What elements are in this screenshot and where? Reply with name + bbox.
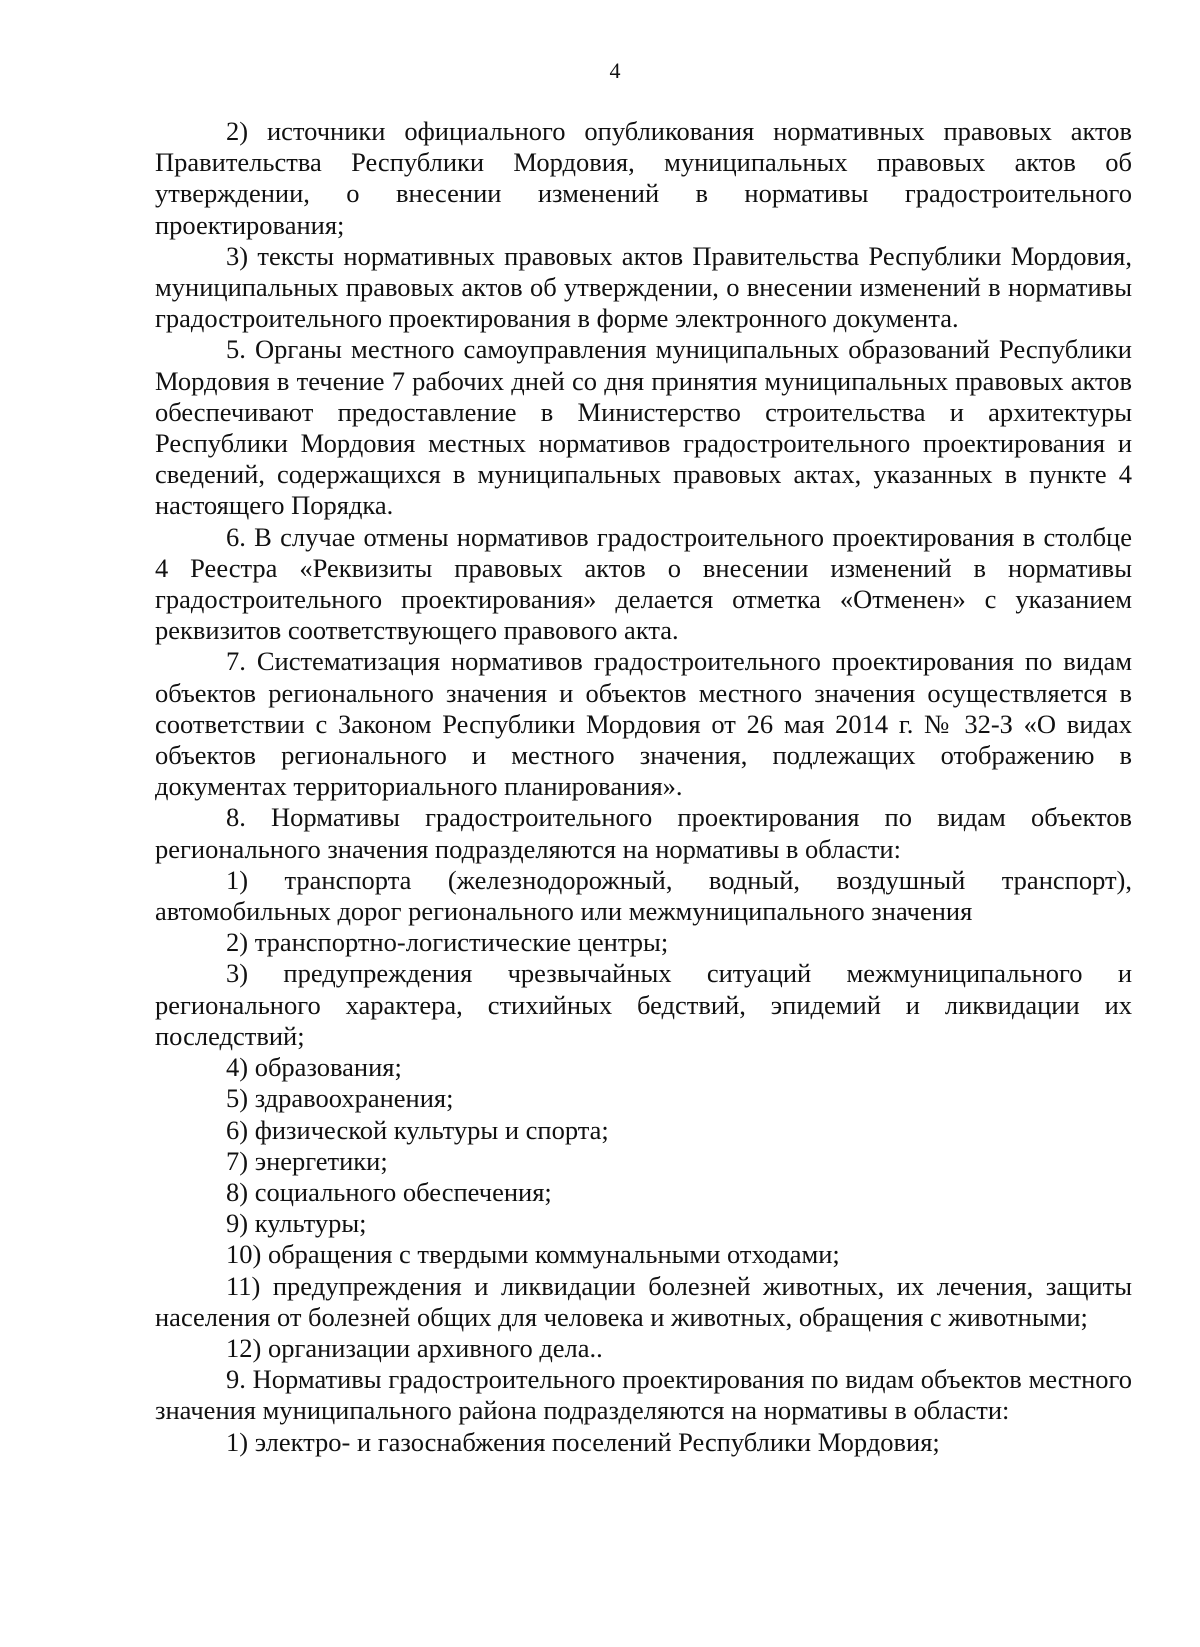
document-body	[155, 116, 1132, 1458]
paragraph-sources-publication: 2) источники официального опубликования нормативных правовых актов Правительства Республики Мордовия, муниципальных правовых актов об утверждении, о внесении изменений в нормативы градостроительного проектирования;	[155, 116, 1132, 240]
paragraph-texts-electronic: 3) тексты нормативных правовых актов Правительства Республики Мордовия, муниципальных правовых актов об утверждении, о внесении изменений в нормативы градостроительного проектирования в форме электронного документа.	[155, 240, 1132, 334]
list-item-logistics: 2) транспортно-логистические центры;	[226, 927, 669, 958]
paragraph-item-7: 7. Систематизация нормативов градостроительного проектирования по видам объектов регионального значения и объектов местного значения осуществляется в соответствии с Законом Республики Мордовия от 26 мая 2014 г. № 32-З «О видах объектов регионального и местного значения, подлежащих отображению в документах территориального планирования».	[155, 646, 1132, 802]
list-item-culture: 9) культуры;	[226, 1208, 367, 1239]
list-item-electricity-gas: 1) электро- и газоснабжения поселений Республики Мордовия;	[226, 1426, 940, 1457]
list-item-social: 8) социального обеспечения;	[226, 1176, 552, 1207]
paragraph-item-9: 9. Нормативы градостроительного проектирования по видам объектов местного значения муниципального района подразделяются на нормативы в области:	[155, 1364, 1132, 1426]
list-item-sport: 6) физической культуры и спорта;	[226, 1114, 609, 1145]
list-item-healthcare: 5) здравоохранения;	[226, 1083, 454, 1114]
list-item-emergency: 3) предупреждения чрезвычайных ситуаций межмуниципального и регионального характера, стихийных бедствий, эпидемий и ликвидации их последствий;	[155, 958, 1132, 1051]
list-item-energy: 7) энергетики;	[226, 1145, 388, 1176]
page-number: 4	[609, 58, 621, 83]
paragraph-item-6: 6. В случае отмены нормативов градостроительного проектирования в столбце 4 Реестра «Реквизиты правовых актов о внесении изменений в нормативы градостроительного проектирования» делается отметка «Отменен» с указанием реквизитов соответствующего правового акта.	[155, 521, 1132, 646]
list-item-waste: 10) обращения с твердыми коммунальными отходами;	[226, 1239, 840, 1270]
list-item-transport: 1) транспорта (железнодорожный, водный, воздушный транспорт), автомобильных дорог регионального или межмуниципального значения	[155, 864, 1132, 927]
list-item-archives: 12) организации архивного дела..	[226, 1332, 603, 1363]
list-item-animal-diseases: 11) предупреждения и ликвидации болезней животных, их лечения, защиты населения от болезней общих для человека и животных, обращения с животными;	[155, 1270, 1132, 1332]
paragraph-item-5: 5. Органы местного самоуправления муниципальных образований Республики Мордовия в течение 7 рабочих дней со дня принятия муниципальных правовых актов обеспечивают предоставление в Министерство строительства и архитектуры Республики Мордовия местных нормативов градостроительного проектирования и сведений, содержащихся в муниципальных правовых актах, указанных в пункте 4 настоящего Порядка.	[155, 334, 1132, 521]
paragraph-item-8: 8. Нормативы градостроительного проектирования по видам объектов регионального значения подразделяются на нормативы в области:	[155, 802, 1132, 864]
list-item-education: 4) образования;	[226, 1052, 402, 1083]
